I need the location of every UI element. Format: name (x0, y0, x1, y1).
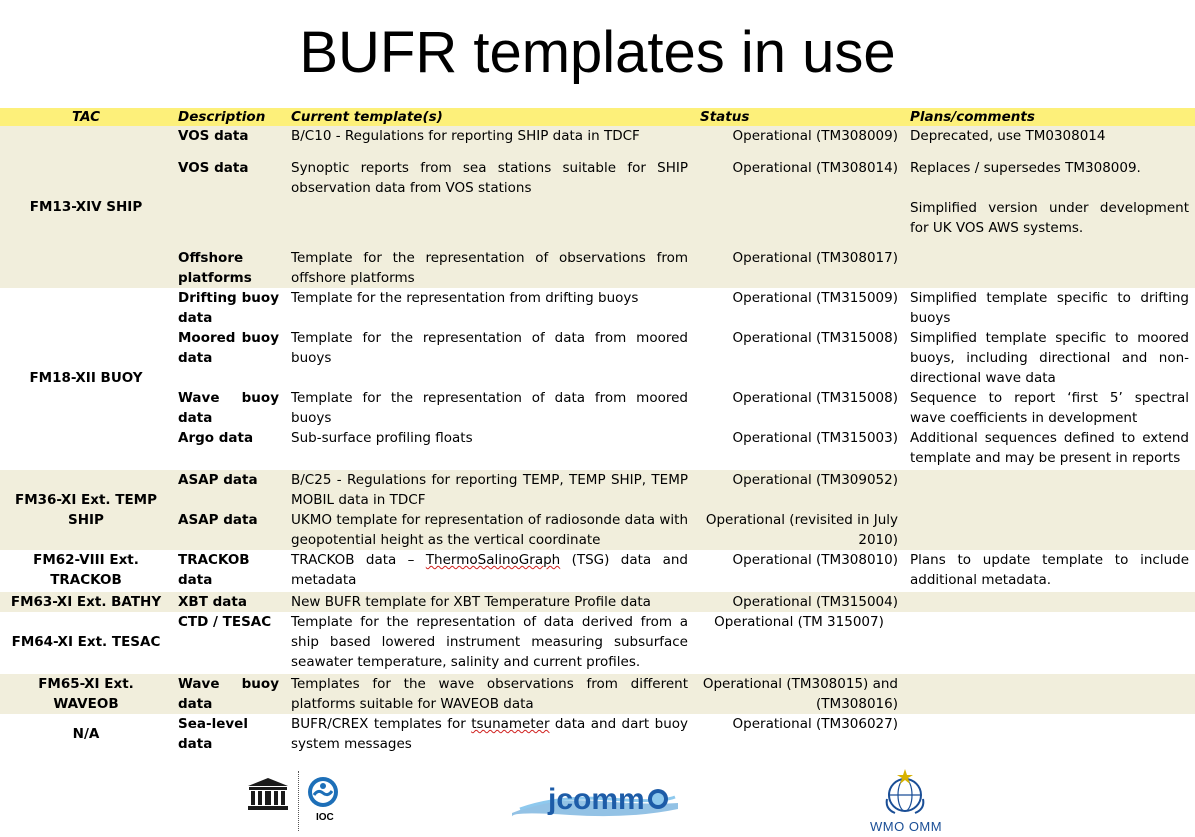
slide-title: BUFR templates in use (299, 20, 896, 85)
status-cell: Operational (TM308010) (732, 552, 898, 568)
status-cell: Operational (TM 315007) (714, 614, 884, 630)
table-row (0, 248, 1195, 288)
plans-cell: Simplified template specific to moored buoys, including directional and non-directional wave data (910, 330, 1189, 386)
plans-cell (904, 612, 1195, 673)
table-row (0, 388, 1195, 428)
table-row (0, 428, 1195, 469)
table-row (0, 673, 1195, 714)
status-cell: Operational (TM315009) (732, 290, 898, 306)
footer-logos (0, 765, 1195, 837)
status-cell: Operational (TM308015) and (TM308016) (694, 673, 904, 714)
table-row (0, 126, 1195, 146)
spellcheck-word: ThermoSalinoGraph (425, 552, 561, 568)
plans-extra-text: Simplified version under development for UK VOS AWS systems. (910, 200, 1189, 236)
template-cell: Synoptic reports from sea stations suitable for SHIP observation data from VOS stations (285, 146, 694, 248)
tac-cell: FM36-XI Ext. TEMP SHIP (0, 469, 172, 550)
template-cell: Templates for the wave observations from different platforms suitable for WAVEOB data (285, 673, 694, 714)
status-cell: Operational (TM315008) (732, 330, 898, 346)
status-cell: Operational (TM315003) (732, 430, 898, 446)
table-row (0, 288, 1195, 328)
template-cell: Template for the representation of data from moored buoys (291, 330, 688, 366)
table-row (0, 469, 1195, 510)
tac-cell: FM65-XI Ext. WAVEOB (0, 673, 172, 714)
plans-cell: Additional sequences defined to extend template and may be present in reports (910, 430, 1189, 466)
description-cell: XBT data (172, 591, 285, 612)
header-description: Description (172, 108, 285, 126)
tac-cell: FM18-XII BUOY (29, 370, 143, 386)
description-cell: Sea-level data (178, 716, 248, 752)
plans-cell: Plans to update template to include additional metadata. (910, 552, 1189, 588)
plans-cell (904, 248, 1195, 288)
plans-text: Replaces / supersedes TM308009. (910, 160, 1141, 176)
status-cell: Operational (TM309052) (694, 469, 904, 510)
plans-cell (904, 510, 1195, 550)
header-template: Current template(s) (285, 108, 694, 126)
bufr-templates-table (0, 108, 1195, 754)
tac-cell: FM63-XI Ext. BATHY (0, 591, 172, 612)
description-cell: Drifting buoy data (178, 290, 279, 326)
status-cell: Operational (TM315008) (732, 390, 898, 406)
header-status: Status (694, 108, 904, 126)
template-cell: B/C25 - Regulations for reporting TEMP, TEMP SHIP, TEMP MOBIL data in TDCF (285, 469, 694, 510)
description-cell: Moored buoy data (178, 330, 279, 366)
description-cell: ASAP data (172, 469, 285, 510)
plans-cell (904, 591, 1195, 612)
table-row (0, 328, 1195, 388)
ioc-label: IOC (316, 812, 334, 823)
description-cell: CTD / TESAC (178, 614, 272, 630)
template-text-end: (TSG) data and metadata (291, 552, 688, 588)
tac-cell: N/A (72, 726, 100, 742)
template-cell: Template for the representation of data derived from a ship based lowered instrument measuring subsurface seawater temperature, salinity and current profiles. (291, 614, 688, 670)
plans-cell (904, 714, 1195, 754)
status-cell: Operational (revisited in July 2010) (694, 510, 904, 550)
template-cell: Sub-surface profiling floats (291, 430, 473, 446)
template-cell: New BUFR template for XBT Temperature Profile data (285, 591, 694, 612)
table-row (0, 612, 1195, 673)
table-row (0, 510, 1195, 550)
template-cell: Template for the representation of observations from offshore platforms (285, 248, 694, 288)
template-text-start: BUFR/CREX templates for (291, 716, 472, 732)
template-cell: Template for the representation from drifting buoys (291, 290, 639, 306)
template-text-start: TRACKOB data – (291, 552, 426, 568)
header-tac: TAC (0, 108, 172, 126)
table-row (0, 714, 1195, 754)
template-text-end: data and dart buoy system messages (291, 716, 689, 752)
table-header-row (0, 108, 1195, 126)
description-cell: Offshore platforms (172, 248, 285, 288)
description-cell: Wave buoy data (172, 673, 285, 714)
status-cell: Operational (TM308009) (694, 126, 904, 146)
description-cell: ASAP data (172, 510, 285, 550)
table-row (0, 146, 1195, 248)
spellcheck-word: tsunameter (471, 716, 550, 732)
jcomm-logo-text: jcomm (548, 783, 645, 816)
ioc-logo-icon (306, 775, 340, 809)
template-cell (285, 550, 694, 591)
unesco-logo-icon (246, 777, 290, 811)
template-cell (285, 714, 694, 754)
tac-cell: FM64-XI Ext. TESAC (11, 634, 161, 650)
status-cell: Operational (TM315004) (694, 591, 904, 612)
plans-cell: Deprecated, use TM0308014 (904, 126, 1195, 146)
description-cell: VOS data (172, 146, 285, 248)
status-cell: Operational (TM308014) (694, 146, 904, 248)
description-cell: Argo data (178, 430, 254, 446)
tac-cell: FM62-VIII Ext. TRACKOB (33, 552, 139, 588)
template-cell: Template for the representation of data from moored buoys (291, 390, 688, 426)
description-cell: VOS data (172, 126, 285, 146)
tac-cell: FM13-XIV SHIP (0, 126, 172, 288)
plans-cell (904, 673, 1195, 714)
plans-cell: Sequence to report ‘first 5’ spectral wave coefficients in development (910, 390, 1189, 426)
wmo-logo-icon (883, 769, 927, 817)
template-cell: B/C10 - Regulations for reporting SHIP data in TDCF (285, 126, 694, 146)
plans-cell (904, 469, 1195, 510)
table-row (0, 591, 1195, 612)
description-cell: Wave buoy data (178, 390, 279, 426)
template-cell: UKMO template for representation of radiosonde data with geopotential height as the vertical coordinate (285, 510, 694, 550)
description-cell: TRACKOB data (178, 552, 250, 588)
status-cell: Operational (TM306027) (732, 716, 898, 732)
logo-divider (298, 771, 300, 831)
table-row (0, 550, 1195, 591)
jcomm-logo-icon (510, 779, 680, 827)
plans-cell (904, 146, 1195, 248)
status-cell: Operational (TM308017) (694, 248, 904, 288)
wmo-label: WMO OMM (870, 819, 943, 834)
plans-cell: Simplified template specific to drifting buoys (910, 290, 1189, 326)
header-plans: Plans/comments (904, 108, 1195, 126)
